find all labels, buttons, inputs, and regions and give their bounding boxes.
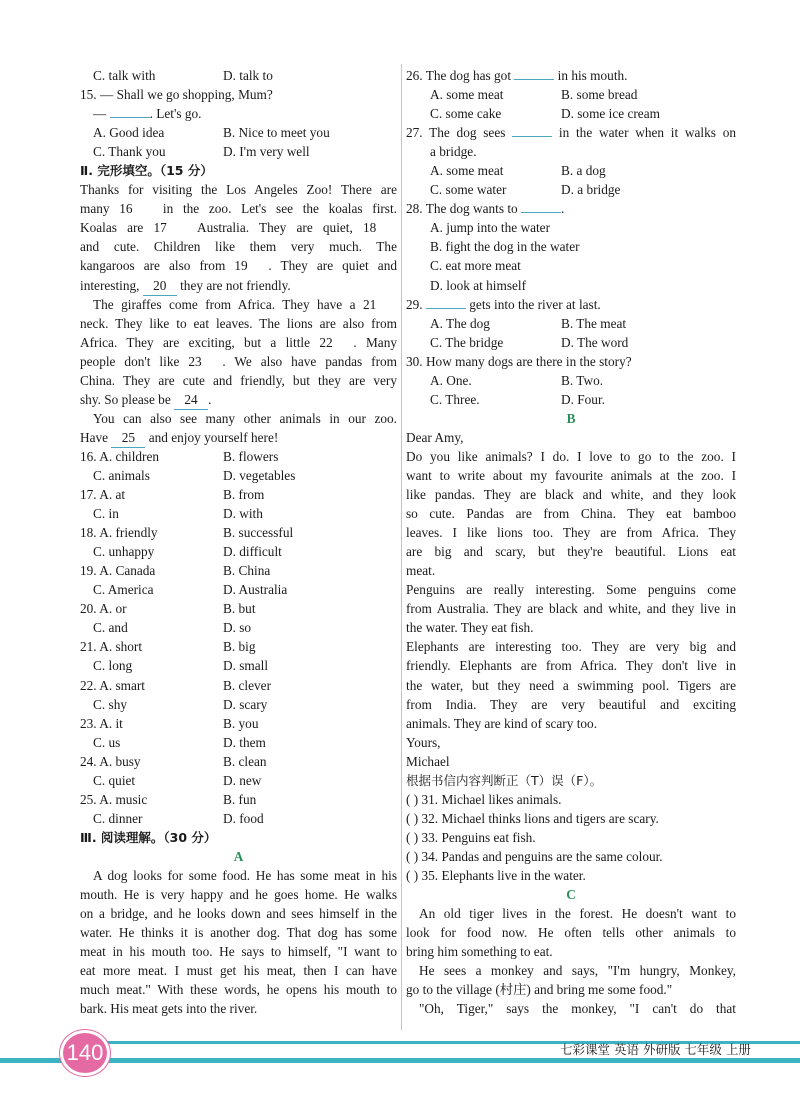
- q27-question-cont: a bridge.: [430, 144, 477, 160]
- passage-line: go to the village (村庄) and bring me some food.": [406, 982, 673, 998]
- q28-option-a: A. jump into the water: [430, 220, 551, 236]
- letter-line: so cute. Pandas are from China. They eat bamboo: [406, 506, 736, 522]
- option-b: B. clean: [223, 753, 267, 769]
- letter-line: Do you like animals? I do. I love to go to the zoo. I: [406, 448, 736, 464]
- option-row-ab: [80, 714, 397, 733]
- option-d: D. new: [223, 772, 262, 788]
- tf-item: ( ) 35. Elephants live in the water.: [406, 867, 586, 883]
- q30-options-cd: [406, 390, 736, 409]
- option-a: 24. A. busy: [80, 753, 141, 769]
- cloze-line: shy. So please be 24 .: [80, 390, 397, 409]
- option-a: 23. A. it: [80, 715, 123, 731]
- q30-question: 30. How many dogs are there in the story?: [406, 353, 632, 369]
- option-d: D. Four.: [561, 391, 605, 407]
- option-b: B. big: [223, 639, 256, 655]
- cloze-line: The giraffes come from Africa. They have a 21: [80, 295, 397, 314]
- letter-passage: [406, 428, 736, 771]
- page-number-badge: 140: [60, 1030, 110, 1076]
- option-b: B. flowers: [223, 448, 279, 464]
- letter-line: meat.: [406, 563, 436, 579]
- cloze-options: [80, 447, 397, 828]
- q26-question: 26. The dog has got in his mouth.: [406, 68, 628, 83]
- option-d: D. a bridge: [561, 182, 621, 198]
- option-d: D. them: [223, 734, 266, 750]
- option-c: C. some cake: [430, 106, 502, 122]
- option-c: C. Three.: [430, 391, 480, 407]
- tf-instruction: 根据书信内容判断正（T）误（F）。: [406, 772, 603, 788]
- answer-blank: [110, 117, 150, 118]
- passage-c-label: C: [566, 887, 576, 903]
- option-c: C. shy: [93, 696, 127, 712]
- option-a: 22. A. smart: [80, 677, 146, 693]
- q29-options-ab: [406, 314, 736, 333]
- q28-option-d: D. look at himself: [430, 277, 527, 293]
- letter-line: animals. They are kind of scary too.: [406, 715, 598, 731]
- blank-18: 18: [363, 218, 397, 237]
- option-c: C. some water: [430, 182, 507, 198]
- cloze-line: Africa. They are exciting, but a little 22 . Many: [80, 333, 397, 352]
- passage-b-label: B: [566, 410, 576, 426]
- option-b: B. The meat: [561, 315, 627, 331]
- letter-line: want to write about my favourite animals at the zoo. I: [406, 467, 736, 483]
- passage-line: water. He thinks it is another dog. That dog has some: [80, 925, 397, 941]
- passage-line: much meat." With these words, he opens his mouth to: [80, 982, 397, 998]
- column-divider: [401, 64, 402, 1030]
- option-a: A. some meat: [430, 163, 504, 179]
- option-row-cd: [80, 618, 397, 637]
- option-c: C. unhappy: [93, 544, 155, 560]
- option-row-ab: [80, 561, 397, 580]
- option-d: D. Australia: [223, 582, 288, 598]
- blank-24: 24: [174, 390, 208, 410]
- option-b: B. Nice to meet you: [223, 125, 330, 141]
- passage-line: A dog looks for some food. He has some meat in his: [93, 867, 397, 883]
- blank-17: 17: [154, 218, 188, 237]
- passage-line: An old tiger lives in the forest. He doesn't want to: [419, 906, 736, 922]
- option-c: C. Thank you: [93, 144, 166, 160]
- q29-question: 29. gets into the river at last.: [406, 296, 601, 312]
- cloze-line: Koalas are 17 Australia. They are quiet, 18: [80, 218, 397, 237]
- letter-line: like pandas. They are black and white, and they look: [406, 487, 736, 503]
- passage-line: eat more meat. I must get his meat, then I can have: [80, 963, 397, 979]
- dash: —: [93, 106, 110, 122]
- option-row-cd: [80, 466, 397, 485]
- blank-22: 22: [319, 333, 353, 352]
- option-a: 19. A. Canada: [80, 563, 156, 579]
- q27-options-ab: [406, 161, 736, 180]
- option-d: D. vegetables: [223, 467, 296, 483]
- letter-line: from Australia. They are black and white, and they live in: [406, 601, 736, 617]
- cloze-line: interesting, 20 they are not friendly.: [80, 276, 397, 295]
- q28-question: 28. The dog wants to .: [406, 201, 565, 217]
- cloze-line: You can also see many other animals in our zoo.: [93, 410, 397, 426]
- letter-line: the water. They eat fish.: [406, 620, 534, 636]
- letter-line: Penguins are really interesting. Some penguins come: [406, 582, 736, 598]
- option-a: A. some meat: [430, 87, 504, 103]
- option-c: C. us: [93, 734, 121, 750]
- true-false-items: [406, 790, 736, 885]
- option-a: A. The dog: [430, 315, 490, 331]
- answer-blank: [426, 308, 466, 309]
- tf-item: ( ) 31. Michael likes animals.: [406, 791, 562, 807]
- option-row-ab: [80, 676, 397, 695]
- passage-line: mouth. He is very happy and he goes home. He walks: [80, 887, 397, 903]
- passage-line: on a bridge, and he looks down and sees himself in the: [80, 906, 397, 922]
- cloze-line: China. They are cute and friendly, but they are very: [80, 372, 397, 388]
- option-row-ab: [80, 790, 397, 809]
- blank-20: 20: [143, 276, 177, 296]
- option-a: 18. A. friendly: [80, 525, 158, 541]
- q26-options-ab: [406, 85, 736, 104]
- tf-item: ( ) 34. Pandas and penguins are the same colour.: [406, 848, 663, 864]
- cloze-line: kangaroos are also from 19 . They are quiet and: [80, 256, 397, 275]
- option-b: B. successful: [223, 525, 294, 541]
- option-row-ab: [80, 752, 397, 771]
- option-c: C. animals: [93, 467, 150, 483]
- option-a: 21. A. short: [80, 639, 143, 655]
- option-b: B. but: [223, 601, 256, 617]
- option-a: A. Good idea: [93, 125, 165, 141]
- option-b: B. fun: [223, 791, 257, 807]
- q29-options-cd: [406, 333, 736, 352]
- option-c: C. America: [93, 582, 154, 598]
- option-row-cd: [80, 733, 397, 752]
- option-b: B. a dog: [561, 163, 606, 179]
- option-c: C. The bridge: [430, 334, 504, 350]
- option-a: 17. A. at: [80, 487, 126, 503]
- option-d: D. some ice cream: [561, 106, 660, 122]
- letter-line: Yours,: [406, 734, 441, 750]
- q15-answer-line: [80, 104, 397, 123]
- tf-item: ( ) 32. Michael thinks lions and tigers are scary.: [406, 810, 659, 826]
- option-d: D. I'm very well: [223, 144, 310, 160]
- passage-a-label: A: [233, 848, 244, 864]
- option-b: B. clever: [223, 677, 271, 693]
- option-c: C. quiet: [93, 772, 136, 788]
- q14-options-cd: [80, 66, 397, 85]
- passage-line: bring him something to eat.: [406, 944, 553, 960]
- blank-25: 25: [111, 428, 145, 448]
- passage-line: bark. His meat gets into the river.: [80, 1001, 258, 1017]
- option-a: 16. A. children: [80, 448, 160, 464]
- option-c: C. talk with: [93, 68, 156, 83]
- q15-options-ab: [80, 123, 397, 142]
- cloze-line: Have 25 and enjoy yourself here!: [80, 428, 397, 447]
- option-d: D. talk to: [223, 68, 273, 83]
- cloze-line: and cute. Children like them very much. The: [80, 239, 397, 255]
- option-row-cd: [80, 771, 397, 790]
- cloze-line: many 16 in the zoo. Let's see the koalas first.: [80, 199, 397, 218]
- option-row-cd: [80, 656, 397, 675]
- option-b: B. Two.: [561, 372, 604, 388]
- q15-suffix: . Let's go.: [149, 106, 202, 122]
- option-row-cd: [80, 695, 397, 714]
- q26-options-cd: [406, 104, 736, 123]
- tf-item: ( ) 33. Penguins eat fish.: [406, 829, 536, 845]
- blank-16: 16: [119, 199, 153, 218]
- option-row-ab: [80, 637, 397, 656]
- right-column: [406, 66, 736, 1018]
- option-a: 25. A. music: [80, 791, 148, 807]
- cloze-line: people don't like 23 . We also have pandas from: [80, 352, 397, 371]
- cloze-passage: [80, 180, 397, 447]
- option-d: D. The word: [561, 334, 629, 350]
- letter-line: Elephants are interesting too. They are very big and: [406, 639, 736, 655]
- q28-option-b: B. fight the dog in the water: [430, 239, 580, 255]
- q27-question: 27. The dog sees in the water when it walks on: [406, 125, 736, 141]
- option-row-cd: [80, 580, 397, 599]
- letter-line: are big and scary, but they're beautiful. Lions eat: [406, 544, 736, 560]
- option-d: D. with: [223, 506, 263, 522]
- option-b: B. some bread: [561, 87, 638, 103]
- option-d: D. food: [223, 810, 264, 826]
- option-row-cd: [80, 504, 397, 523]
- option-row-ab: [80, 599, 397, 618]
- option-c: C. dinner: [93, 810, 143, 826]
- option-row-ab: [80, 447, 397, 466]
- option-c: C. in: [93, 506, 119, 522]
- option-row-ab: [80, 523, 397, 542]
- blank-19: 19: [234, 256, 268, 275]
- passage-line: He sees a monkey and says, "I'm hungry, Monkey,: [419, 963, 736, 979]
- option-b: B. from: [223, 487, 265, 503]
- option-b: B. China: [223, 563, 271, 579]
- option-row-cd: [80, 542, 397, 561]
- letter-line: the water, but they need a swimming pool. Tigers are: [406, 677, 736, 693]
- passage-a: [80, 866, 397, 1018]
- book-title: 七彩课堂 英语 外研版 七年级 上册: [560, 1042, 751, 1057]
- blank-21: 21: [363, 295, 397, 314]
- section-2-title: Ⅱ. 完形填空。（15 分）: [80, 163, 213, 179]
- cloze-line: Thanks for visiting the Los Angeles Zoo! There are: [80, 182, 397, 198]
- q15-options-cd: [80, 142, 397, 161]
- letter-line: from India. They are very beautiful and exciting: [406, 696, 736, 712]
- letter-line: Michael: [406, 753, 450, 769]
- letter-line: leaves. I like lions too. They are from Africa. They: [406, 525, 736, 541]
- cloze-line: neck. They like to eat leaves. The lions are also from: [80, 315, 397, 331]
- option-d: D. scary: [223, 696, 268, 712]
- q30-options-ab: [406, 371, 736, 390]
- option-b: B. you: [223, 715, 259, 731]
- answer-blank: [514, 79, 554, 80]
- answer-blank: [512, 136, 552, 137]
- option-row-ab: [80, 485, 397, 504]
- option-c: C. and: [93, 620, 128, 636]
- q28-option-c: C. eat more meat: [430, 258, 521, 274]
- passage-line: meat in his mouth too. He says to himself, "I want to: [80, 944, 397, 960]
- blank-23: 23: [188, 352, 222, 371]
- passage-line: look for food now. He often tells other animals to: [406, 925, 736, 941]
- passage-c: [406, 904, 736, 1018]
- option-a: 20. A. or: [80, 601, 127, 617]
- option-row-cd: [80, 809, 397, 828]
- letter-line: Dear Amy,: [406, 429, 464, 445]
- option-d: D. small: [223, 658, 269, 674]
- letter-line: friendly. Elephants are from Africa. They don't live in: [406, 658, 736, 674]
- option-d: D. difficult: [223, 544, 282, 560]
- option-a: A. One.: [430, 372, 472, 388]
- footer-band: [0, 1058, 800, 1063]
- answer-blank: [521, 212, 561, 213]
- q27-options-cd: [406, 180, 736, 199]
- option-c: C. long: [93, 658, 133, 674]
- left-column: [80, 66, 397, 1018]
- section-3-title: Ⅲ. 阅读理解。（30 分）: [80, 829, 217, 845]
- passage-line: "Oh, Tiger," says the monkey, "I can't do that: [419, 1001, 736, 1017]
- q15-question: 15. — Shall we go shopping, Mum?: [80, 87, 273, 103]
- option-d: D. so: [223, 620, 252, 636]
